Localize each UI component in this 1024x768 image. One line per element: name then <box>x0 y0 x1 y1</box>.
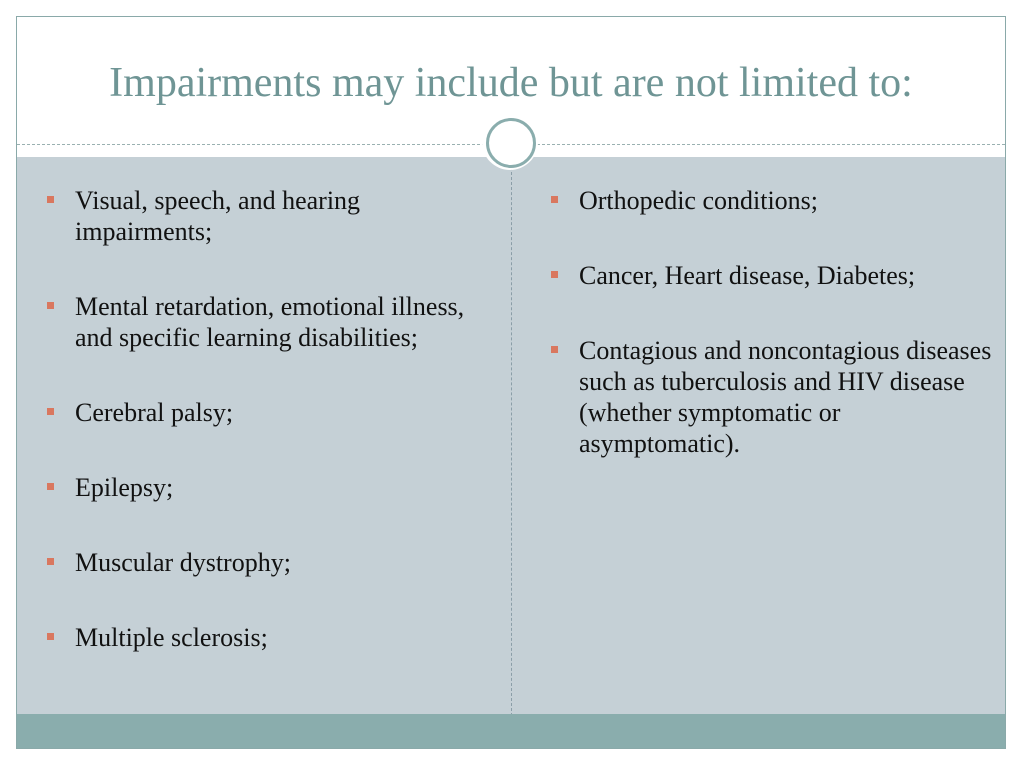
list-item-text: Muscular dystrophy; <box>75 548 291 577</box>
square-bullet-icon <box>47 302 54 309</box>
list-item-text: Cerebral palsy; <box>75 398 234 427</box>
circle-ornament-icon <box>486 118 536 168</box>
square-bullet-icon <box>47 408 54 415</box>
list-item-text: Orthopedic conditions; <box>579 186 819 215</box>
square-bullet-icon <box>551 271 558 278</box>
list-item <box>45 472 485 503</box>
left-bullet-list <box>45 185 485 697</box>
list-item-text: Multiple sclerosis; <box>75 623 268 652</box>
list-item <box>45 185 485 247</box>
right-bullet-list <box>549 185 999 503</box>
column-divider <box>511 157 512 716</box>
list-item <box>45 622 485 653</box>
square-bullet-icon <box>47 633 54 640</box>
list-item <box>45 397 485 428</box>
list-item-text: Epilepsy; <box>75 473 174 502</box>
list-item-text: Mental retardation, emotional illness, and specific learning disabilities; <box>75 292 465 352</box>
square-bullet-icon <box>551 196 558 203</box>
list-item <box>549 335 999 459</box>
bottom-bar <box>17 714 1005 748</box>
square-bullet-icon <box>47 558 54 565</box>
slide <box>16 16 1006 749</box>
list-item-text: Visual, speech, and hearing impairments; <box>75 186 361 246</box>
square-bullet-icon <box>551 346 558 353</box>
list-item <box>45 291 485 353</box>
list-item <box>45 547 485 578</box>
list-item-text: Cancer, Heart disease, Diabetes; <box>579 261 916 290</box>
list-item <box>549 260 999 291</box>
list-item <box>549 185 999 216</box>
square-bullet-icon <box>47 196 54 203</box>
slide-title: Impairments may include but are not limited to: <box>109 60 913 106</box>
list-item-text: Contagious and noncontagious diseases such as tuberculosis and HIV disease (whether symptomatic or asymptomatic). <box>579 336 992 458</box>
square-bullet-icon <box>47 483 54 490</box>
